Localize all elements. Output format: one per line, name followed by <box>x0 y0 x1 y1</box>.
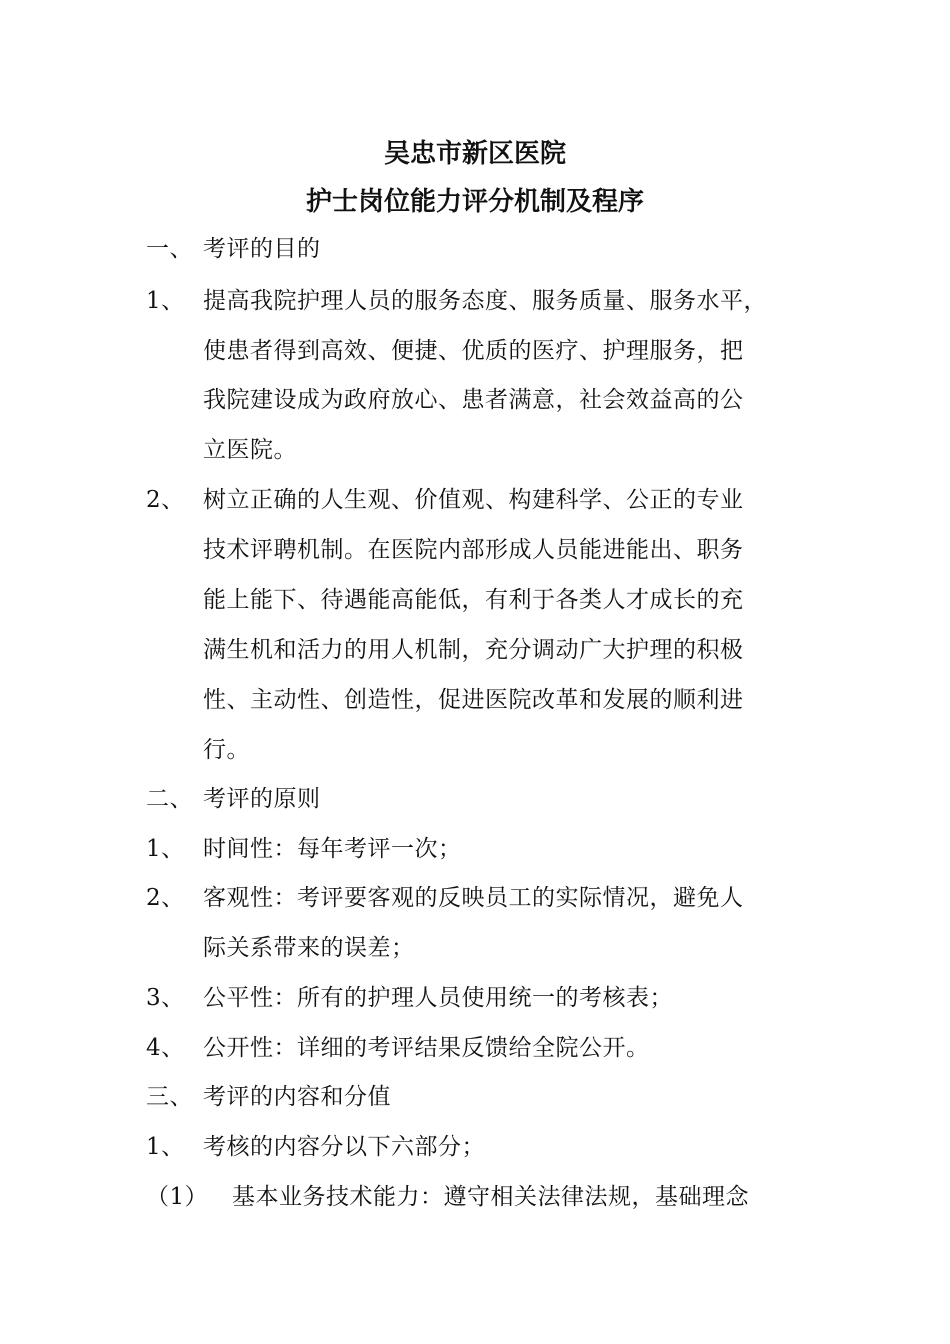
section-2-item-1-marker: 1、 <box>146 836 185 862</box>
section-1-marker: 一、 <box>146 236 193 262</box>
section-1-item-2-marker: 2、 <box>146 487 185 513</box>
section-2-item-4-line-1: 公开性：详细的考评结果反馈给全院公开。 <box>203 1035 650 1061</box>
section-1-item-2-line-5: 性、主动性、创造性，促进医院改革和发展的顺利进 <box>203 687 744 713</box>
section-1-item-1-line-3: 我院建设成为政府放心、患者满意，社会效益高的公 <box>203 387 744 413</box>
section-2-item-3-marker: 3、 <box>146 985 185 1011</box>
document-subtitle: 护士岗位能力评分机制及程序 <box>305 187 644 217</box>
section-2-item-2-line-2: 际关系带来的误差； <box>203 935 415 961</box>
section-3-heading: 考评的内容和分值 <box>203 1084 391 1110</box>
section-2-marker: 二、 <box>146 786 193 812</box>
section-1-item-2-line-2: 技术评聘机制。在医院内部形成人员能进能出、职务 <box>203 537 744 563</box>
section-2-item-2-marker: 2、 <box>146 885 185 911</box>
section-3-sub-1-marker: （1） <box>146 1184 209 1210</box>
section-2-item-4-marker: 4、 <box>146 1035 185 1061</box>
section-1-item-1-line-4: 立医院。 <box>203 437 297 463</box>
section-1-item-2-line-6: 行。 <box>203 737 250 763</box>
section-3-marker: 三、 <box>146 1084 193 1110</box>
section-3-sub-1-line-1: 基本业务技术能力：遵守相关法律法规，基础理念 <box>232 1184 749 1210</box>
section-2-item-3-line-1: 公平性：所有的护理人员使用统一的考核表； <box>203 985 673 1011</box>
section-3-item-1-marker: 1、 <box>146 1134 185 1160</box>
section-2-item-1-line-1: 时间性：每年考评一次； <box>203 836 462 862</box>
document-title: 吴忠市新区医院 <box>383 139 566 169</box>
section-1-item-2-line-1: 树立正确的人生观、价值观、构建科学、公正的专业 <box>203 487 744 513</box>
section-1-item-1-line-1: 提高我院护理人员的服务态度、服务质量、服务水平， <box>203 288 767 314</box>
section-2-item-2-line-1: 客观性：考评要客观的反映员工的实际情况，避免人 <box>203 885 744 911</box>
section-1-item-2-line-3: 能上能下、待遇能高能低，有利于各类人才成长的充 <box>203 587 744 613</box>
section-2-heading: 考评的原则 <box>203 786 321 812</box>
section-1-item-1-marker: 1、 <box>146 288 185 314</box>
section-3-item-1-line-1: 考核的内容分以下六部分； <box>203 1134 485 1160</box>
section-1-heading: 考评的目的 <box>203 236 321 262</box>
section-1-item-2-line-4: 满生机和活力的用人机制，充分调动广大护理的积极 <box>203 637 744 663</box>
section-1-item-1-line-2: 使患者得到高效、便捷、优质的医疗、护理服务，把 <box>203 338 744 364</box>
